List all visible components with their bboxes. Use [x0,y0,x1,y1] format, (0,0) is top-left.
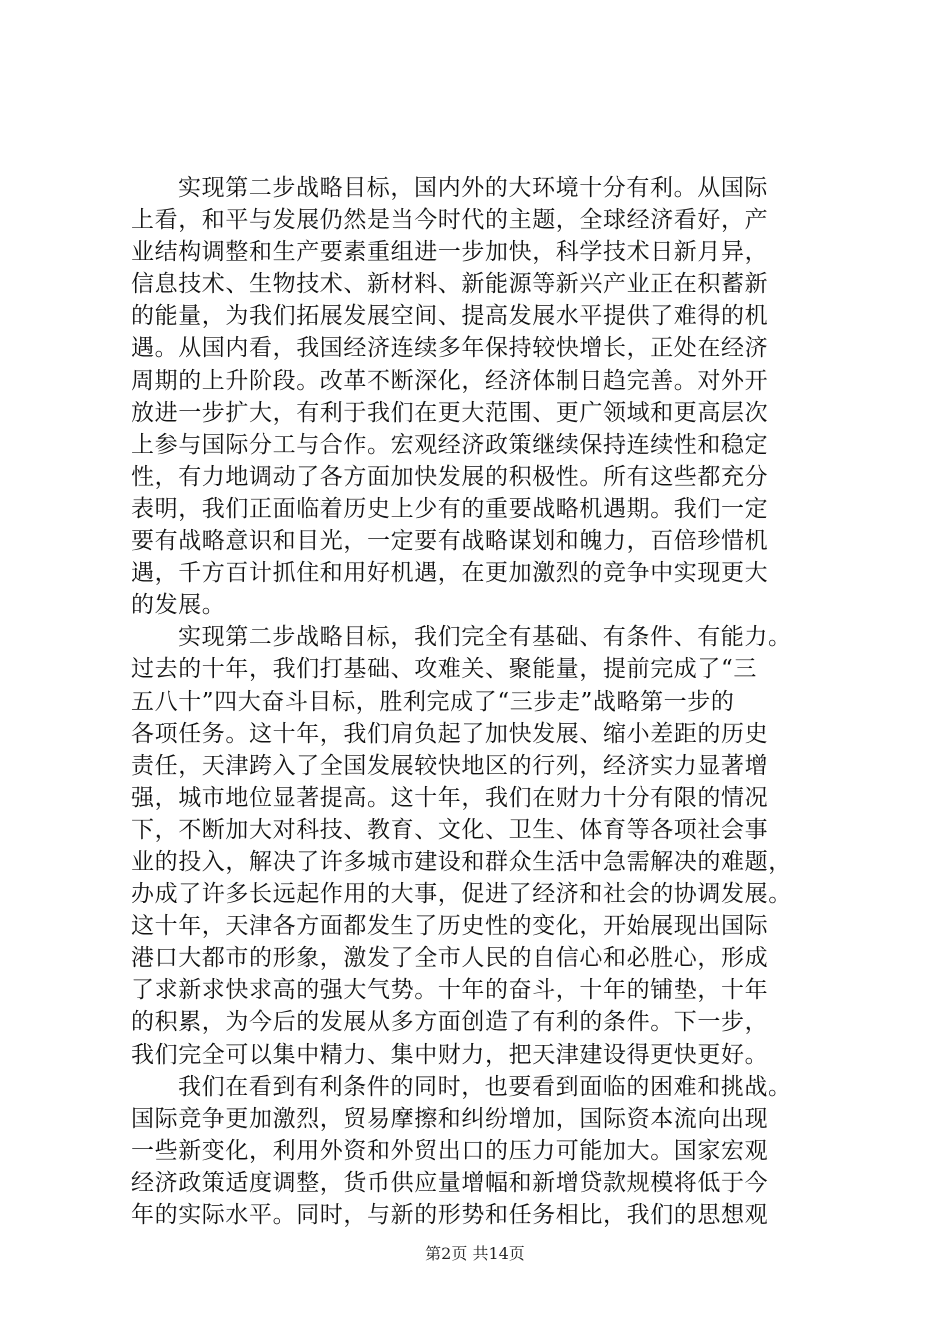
text-line: 信息技术、生物技术、新材料、新能源等新兴产业正在积蓄新 [131,271,769,298]
text-line: 国际竞争更加激烈，贸易摩擦和纠纷增加，国际资本流向出现 [131,1105,769,1132]
text-line: 实现第二步战略目标，我们完全有基础、有条件、有能力。 [178,624,792,651]
text-line: 性，有力地调动了各方面加快发展的积极性。所有这些都充分 [131,463,769,490]
paragraph-1 [131,172,831,621]
text-line: 一些新变化，利用外资和外贸出口的压力可能加大。国家宏观 [131,1137,769,1164]
text-line: 上看，和平与发展仍然是当今时代的主题，全球经济看好，产 [131,207,769,234]
text-line: 遇。从国内看，我国经济连续多年保持较快增长，正处在经济 [131,335,769,362]
text-line: 强，城市地位显著提高。这十年，我们在财力十分有限的情况 [131,784,769,811]
text-line: 五八十”四大奋斗目标，胜利完成了“三步走”战略第一步的 [131,688,735,715]
text-line: 放进一步扩大，有利于我们在更大范围、更广领域和更高层次 [131,399,769,426]
text-line: 过去的十年，我们打基础、攻难关、聚能量，提前完成了“三 [131,656,757,683]
paragraph-3 [131,1071,831,1231]
text-line: 经济政策适度调整，货币供应量增幅和新增贷款规模将低于今 [131,1169,769,1196]
text-line: 业的投入，解决了许多城市建设和群众生活中急需解决的难题， [131,848,792,875]
text-line: 周期的上升阶段。改革不断深化，经济体制日趋完善。对外开 [131,367,769,394]
text-line: 的积累，为今后的发展从多方面创造了有利的条件。下一步， [131,1009,769,1036]
page-number-footer: 第2页 共14页 [425,1244,525,1263]
text-line: 责任，天津跨入了全国发展较快地区的行列，经济实力显著增 [131,752,769,779]
document-body [131,172,831,1231]
text-line: 办成了许多长远起作用的大事，促进了经济和社会的协调发展。 [131,881,792,908]
text-line: 业结构调整和生产要素重组进一步加快，科学技术日新月异， [131,239,769,266]
text-line: 下，不断加大对科技、教育、文化、卫生、体育等各项社会事 [131,816,769,843]
text-line: 的能量，为我们拓展发展空间、提高发展水平提供了难得的机 [131,303,769,330]
text-line: 实现第二步战略目标，国内外的大环境十分有利。从国际 [178,175,768,201]
text-line: 年的实际水平。同时，与新的形势和任务相比，我们的思想观 [131,1202,769,1228]
text-line: 的发展。 [131,592,226,619]
text-line: 我们完全可以集中精力、集中财力，把天津建设得更快更好。 [131,1041,769,1068]
text-line: 了求新求快求高的强大气势。十年的奋斗，十年的铺垫，十年 [131,977,769,1004]
text-line: 我们在看到有利条件的同时，也要看到面临的困难和挑战。 [178,1073,792,1100]
text-line: 表明，我们正面临着历史上少有的重要战略机遇期。我们一定 [131,495,769,522]
text-line: 要有战略意识和目光，一定要有战略谋划和魄力，百倍珍惜机 [131,528,769,555]
text-line: 港口大都市的形象，激发了全市人民的自信心和必胜心，形成 [131,945,769,972]
paragraph-2 [131,621,831,1070]
text-line: 上参与国际分工与合作。宏观经济政策继续保持连续性和稳定 [131,431,769,458]
text-line: 各项任务。这十年，我们肩负起了加快发展、缩小差距的历史 [131,720,769,747]
text-line: 这十年，天津各方面都发生了历史性的变化，开始展现出国际 [131,913,769,940]
text-line: 遇，千方百计抓住和用好机遇，在更加激烈的竞争中实现更大 [131,560,769,587]
